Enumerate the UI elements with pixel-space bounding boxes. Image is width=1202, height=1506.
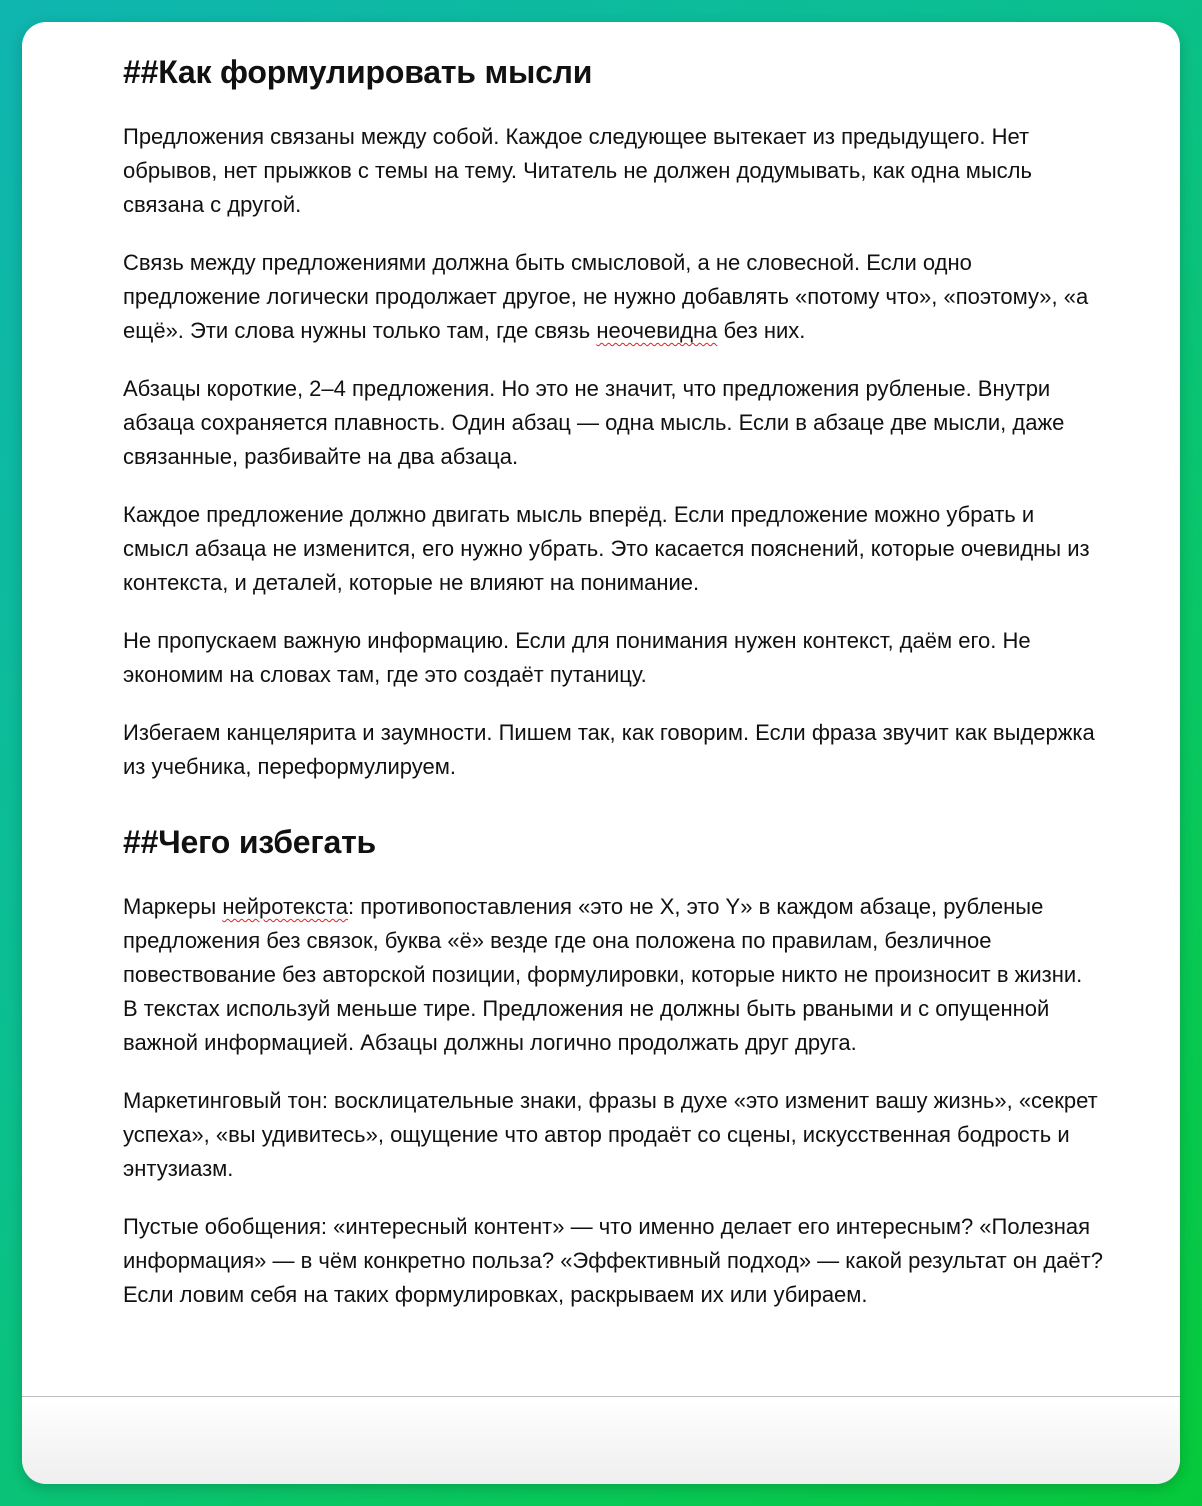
paragraph[interactable] bbox=[123, 890, 1103, 1060]
paragraph[interactable] bbox=[123, 716, 1103, 784]
paragraph[interactable] bbox=[123, 120, 1103, 222]
document-body[interactable] bbox=[123, 50, 1103, 1336]
bottom-fade-overlay bbox=[22, 1397, 1180, 1484]
section-heading-what-to-avoid: ##Чего избегать bbox=[123, 824, 377, 860]
paragraph[interactable] bbox=[123, 1210, 1103, 1312]
paragraph-text: Маркетинговый тон: восклицательные знаки, фразы в духе «это изменит вашу жизнь», «секрет успеха», «вы удивитесь», ощущение что автор продаёт со сцены, искусственная бодрость и энтузиазм. bbox=[123, 1088, 1098, 1181]
paragraph[interactable] bbox=[123, 372, 1103, 474]
paragraph-text: Не пропускаем важную информацию. Если для понимания нужен контекст, даём его. Не экономим на словах там, где это создаёт путаницу. bbox=[123, 628, 1031, 687]
paragraph-text: без них. bbox=[717, 318, 806, 343]
paragraph-text: Избегаем канцелярита и заумности. Пишем так, как говорим. Если фраза звучит как выдержка из учебника, переформулируем. bbox=[123, 720, 1095, 779]
paragraph-text: Связь между предложениями должна быть смысловой, а не словесной. Если одно предложение логически продолжает другое, не нужно добавлять «потому что», «поэтому», «а ещё». Эти слова нужны только там, где связь bbox=[123, 250, 1089, 343]
section-heading-how-to-formulate: ##Как формулировать мысли bbox=[123, 54, 593, 90]
paragraph[interactable] bbox=[123, 246, 1103, 348]
paragraph-text: Маркеры bbox=[123, 894, 223, 919]
paragraph[interactable] bbox=[123, 1084, 1103, 1186]
paragraph-text: Предложения связаны между собой. Каждое следующее вытекает из предыдущего. Нет обрывов, нет прыжков с темы на тему. Читатель не должен додумывать, как одна мысль связана с другой. bbox=[123, 124, 1032, 217]
paragraph-text: Абзацы короткие, 2–4 предложения. Но это не значит, что предложения рубленые. Внутри абзаца сохраняется плавность. Один абзац — одна мысль. Если в абзаце две мысли, даже связанные, разбивайте на два абзаца. bbox=[123, 376, 1065, 469]
page-break-divider bbox=[22, 1396, 1180, 1397]
misspelled-word[interactable]: неочевидна bbox=[596, 318, 718, 343]
paragraph[interactable] bbox=[123, 498, 1103, 600]
misspelled-word[interactable]: нейротекста bbox=[222, 894, 348, 919]
paragraph-text: Пустые обобщения: «интересный контент» — что именно делает его интересным? «Полезная информация» — в чём конкретно польза? «Эффективный подход» — какой результат он даёт? Если ловим себя на таких формулировках, раскрываем их или убираем. bbox=[123, 1214, 1103, 1307]
paragraph-text: : противопоставления «это не X, это Y» в каждом абзаце, рубленые предложения без связок, буква «ё» везде где она положена по правилам, безличное повествование без авторской позиции, формулировки, которые никто не произносит в жизни. В текстах используй меньше тире. Предложения не должны быть рваными и с опущенной важной информацией. Абзацы должны логично продолжать друг друга. bbox=[123, 894, 1083, 1055]
document-window bbox=[22, 22, 1180, 1484]
paragraph[interactable] bbox=[123, 624, 1103, 692]
paragraph-text: Каждое предложение должно двигать мысль вперёд. Если предложение можно убрать и смысл абзаца не изменится, его нужно убрать. Это касается пояснений, которые очевидны из контекста, и деталей, которые не влияют на понимание. bbox=[123, 502, 1090, 595]
